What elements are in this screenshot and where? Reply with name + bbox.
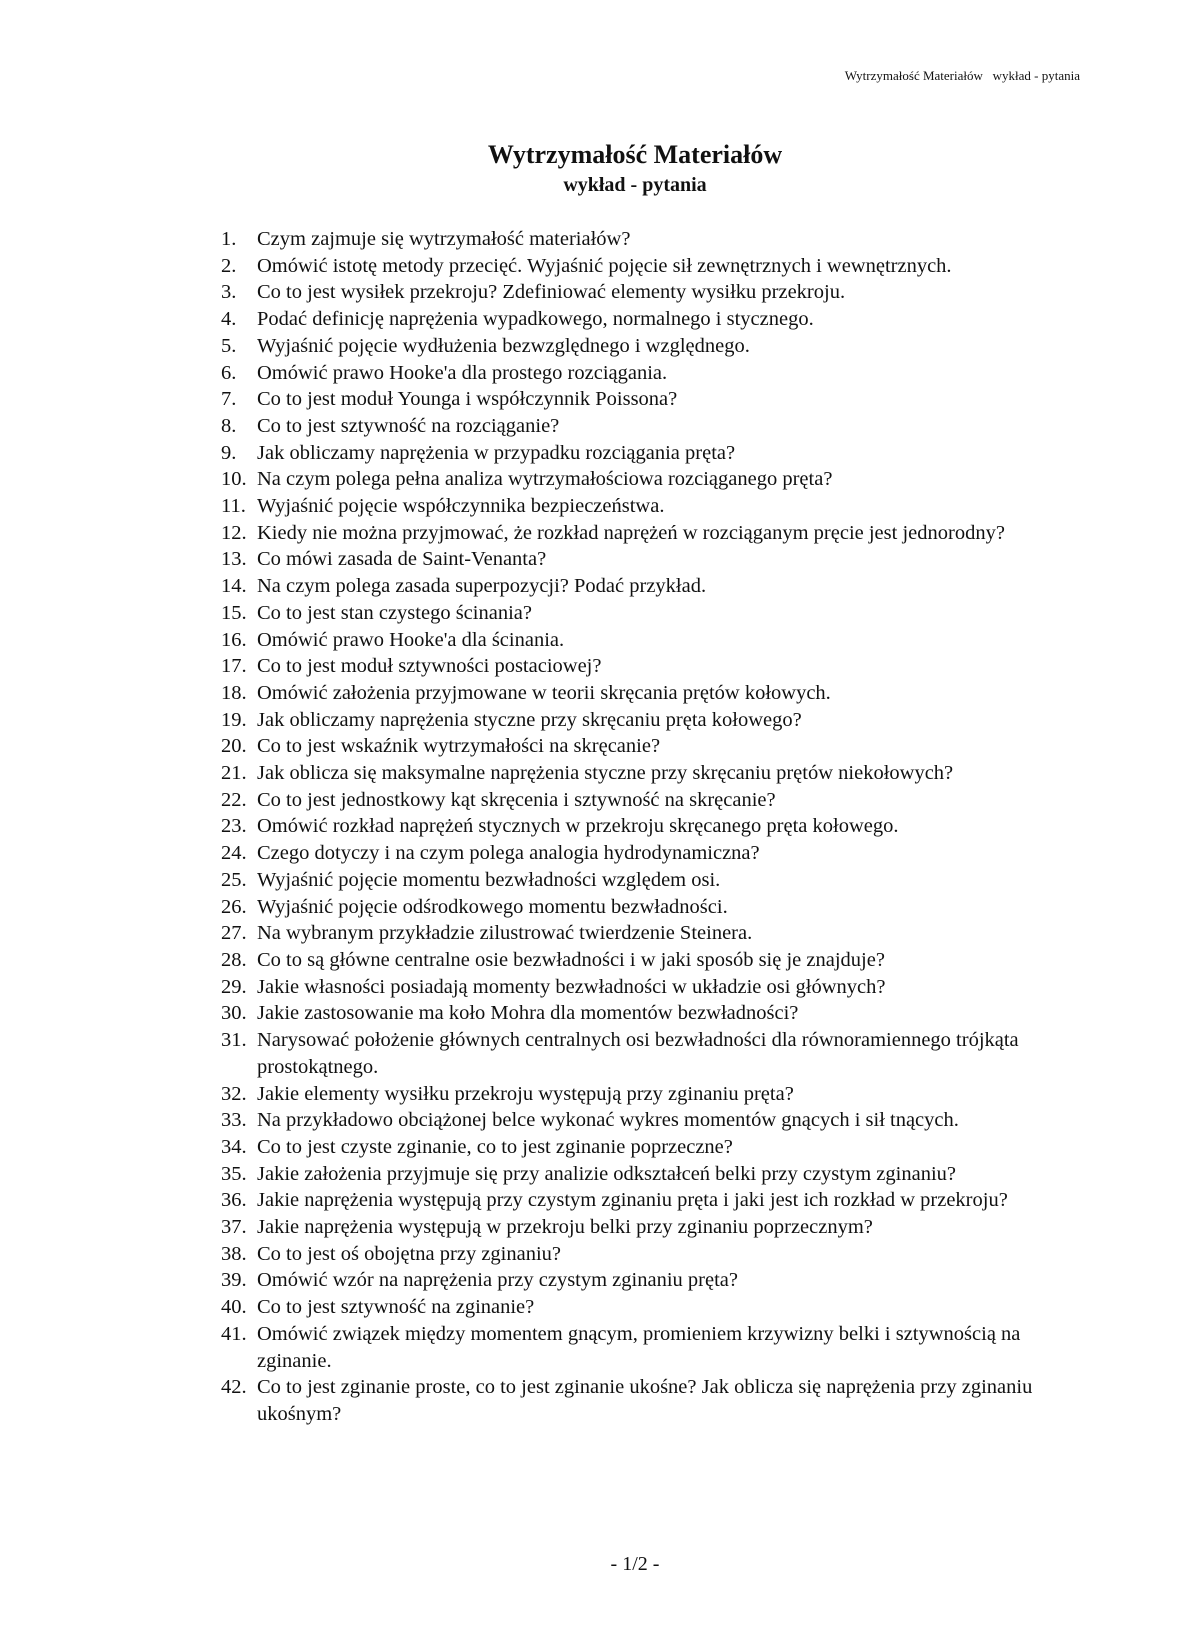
question-item xyxy=(221,867,1081,894)
question-item xyxy=(221,226,1081,253)
question-text: Jak oblicza się maksymalne naprężenia styczne przy skręcaniu prętów niekołowych? xyxy=(257,762,954,785)
question-text: Kiedy nie można przyjmować, że rozkład naprężeń w rozciąganym pręcie jest jednorodny? xyxy=(257,521,1005,544)
question-text: Na przykładowo obciążonej belce wykonać wykres momentów gnących i sił tnących. xyxy=(257,1109,959,1132)
question-number: 13. xyxy=(221,548,247,571)
question-number: 41. xyxy=(221,1322,247,1345)
question-list xyxy=(221,226,1081,1428)
question-text: Omówić założenia przyjmowane w teorii skręcania prętów kołowych. xyxy=(257,681,831,704)
question-number: 36. xyxy=(221,1189,247,1212)
question-number: 29. xyxy=(221,975,247,998)
question-number: 9. xyxy=(221,441,237,464)
question-number: 31. xyxy=(221,1029,247,1052)
question-number: 42. xyxy=(221,1376,247,1399)
question-item xyxy=(221,1321,1081,1374)
question-number: 3. xyxy=(221,281,237,304)
question-number: 14. xyxy=(221,575,247,598)
question-text: Jak obliczamy naprężenia styczne przy skręcaniu pręta kołowego? xyxy=(257,708,802,731)
question-text: Co to jest zginanie proste, co to jest zginanie ukośne? Jak oblicza się naprężenia przy zginaniu ukośnym? xyxy=(257,1376,1033,1425)
question-number: 1. xyxy=(221,228,237,250)
question-item xyxy=(221,546,1081,573)
question-text: Co to jest moduł sztywności postaciowej? xyxy=(257,655,602,678)
question-item xyxy=(221,947,1081,974)
question-item xyxy=(221,600,1081,627)
question-item xyxy=(221,1267,1081,1294)
question-text: Co to jest sztywność na zginanie? xyxy=(257,1296,535,1319)
question-number: 32. xyxy=(221,1082,247,1105)
question-text: Jakie elementy wysiłku przekroju występują przy zginaniu pręta? xyxy=(257,1082,794,1105)
question-text: Omówić prawo Hooke'a dla prostego rozciągania. xyxy=(257,361,668,384)
question-number: 4. xyxy=(221,308,237,331)
question-text: Wyjaśnić pojęcie współczynnika bezpieczeństwa. xyxy=(257,495,665,518)
question-item xyxy=(221,760,1081,787)
question-item xyxy=(221,1081,1081,1108)
question-number: 6. xyxy=(221,361,237,384)
question-text: Omówić związek między momentem gnącym, promieniem krzywizny belki i sztywnością na zginanie. xyxy=(257,1322,1021,1372)
question-text: Co mówi zasada de Saint-Venanta? xyxy=(257,548,547,571)
question-item xyxy=(221,653,1081,680)
question-text: Co to jest stan czystego ścinania? xyxy=(257,601,532,624)
question-number: 10. xyxy=(221,468,247,491)
question-number: 23. xyxy=(221,815,247,838)
question-number: 24. xyxy=(221,842,247,865)
question-number: 25. xyxy=(221,868,247,891)
question-number: 5. xyxy=(221,334,237,357)
question-number: 28. xyxy=(221,948,247,971)
question-item xyxy=(221,573,1081,600)
question-item xyxy=(221,1000,1081,1027)
question-item xyxy=(221,813,1081,840)
question-text: Co to są główne centralne osie bezwładności i w jaki sposób się je znajduje? xyxy=(257,948,885,971)
question-item xyxy=(221,1187,1081,1214)
question-text: Jakie własności posiadają momenty bezwładności w układzie osi głównych? xyxy=(257,975,886,998)
question-item xyxy=(221,894,1081,921)
question-number: 30. xyxy=(221,1002,247,1025)
question-item xyxy=(221,840,1081,867)
question-item xyxy=(221,733,1081,760)
question-text: Czego dotyczy i na czym polega analogia hydrodynamiczna? xyxy=(257,842,760,865)
question-item xyxy=(221,707,1081,734)
question-text: Omówić istotę metody przecięć. Wyjaśnić pojęcie sił zewnętrznych i wewnętrznych. xyxy=(257,254,952,277)
question-number: 22. xyxy=(221,788,247,811)
question-text: Co to jest oś obojętna przy zginaniu? xyxy=(257,1242,562,1265)
question-item xyxy=(221,1107,1081,1134)
question-item xyxy=(221,440,1081,467)
question-number: 40. xyxy=(221,1296,247,1319)
question-item xyxy=(221,1214,1081,1241)
question-item xyxy=(221,680,1081,707)
question-number: 38. xyxy=(221,1242,247,1265)
question-text: Co to jest czyste zginanie, co to jest zginanie poprzeczne? xyxy=(257,1135,733,1158)
page-number: - 1/2 - xyxy=(610,1553,660,1575)
question-text: Na czym polega zasada superpozycji? Podać przykład. xyxy=(257,575,707,598)
title-block xyxy=(0,139,1188,199)
question-number: 15. xyxy=(221,601,247,624)
question-item xyxy=(221,306,1081,333)
question-number: 11. xyxy=(221,495,246,518)
question-item xyxy=(221,493,1081,520)
document-title: Wytrzymałość Materiałów xyxy=(487,140,783,169)
question-item xyxy=(221,413,1081,440)
question-number: 19. xyxy=(221,708,247,731)
question-item xyxy=(221,253,1081,280)
question-text: Omówić wzór na naprężenia przy czystym zginaniu pręta? xyxy=(257,1269,738,1292)
question-number: 35. xyxy=(221,1162,247,1185)
question-number: 37. xyxy=(221,1216,247,1239)
question-text: Jakie zastosowanie ma koło Mohra dla momentów bezwładności? xyxy=(257,1002,799,1025)
question-number: 16. xyxy=(221,628,247,651)
question-number: 7. xyxy=(221,388,237,411)
question-item xyxy=(221,1027,1081,1080)
question-item xyxy=(221,1294,1081,1321)
question-text: Co to jest jednostkowy kąt skręcenia i sztywność na skręcanie? xyxy=(257,788,776,811)
question-text: Czym zajmuje się wytrzymałość materiałów? xyxy=(257,228,631,250)
question-item xyxy=(221,279,1081,306)
question-item xyxy=(221,627,1081,654)
question-item xyxy=(221,333,1081,360)
question-number: 20. xyxy=(221,735,247,758)
question-text: Co to jest wysiłek przekroju? Zdefiniować elementy wysiłku przekroju. xyxy=(257,281,846,304)
question-number: 18. xyxy=(221,681,247,704)
question-text: Podać definicję naprężenia wypadkowego, normalnego i stycznego. xyxy=(257,308,814,331)
question-item xyxy=(221,974,1081,1001)
question-text: Na czym polega pełna analiza wytrzymałościowa rozciąganego pręta? xyxy=(257,468,833,491)
question-item xyxy=(221,386,1081,413)
question-text: Narysować położenie głównych centralnych osi bezwładności dla równoramiennego trójkąta prostokątnego. xyxy=(257,1029,1019,1078)
question-text: Na wybranym przykładzie zilustrować twierdzenie Steinera. xyxy=(257,922,753,945)
question-text: Omówić prawo Hooke'a dla ścinania. xyxy=(257,628,565,651)
running-header: Wytrzymałość Materiałów wykład - pytania xyxy=(844,68,1080,83)
document-subtitle: wykład - pytania xyxy=(563,174,707,196)
question-number: 33. xyxy=(221,1109,247,1132)
question-text: Co to jest moduł Younga i współczynnik Poissona? xyxy=(257,388,678,411)
question-item xyxy=(221,466,1081,493)
question-number: 8. xyxy=(221,414,237,437)
question-number: 12. xyxy=(221,521,247,544)
question-item xyxy=(221,1241,1081,1268)
question-item xyxy=(221,1374,1081,1427)
question-number: 21. xyxy=(221,762,247,785)
question-text: Jak obliczamy naprężenia w przypadku rozciągania pręta? xyxy=(257,441,736,464)
question-item xyxy=(221,1161,1081,1188)
question-text: Wyjaśnić pojęcie wydłużenia bezwzględnego i względnego. xyxy=(257,334,750,357)
question-item xyxy=(221,360,1081,387)
question-text: Jakie naprężenia występują przy czystym zginaniu pręta i jaki jest ich rozkład w przekroju? xyxy=(257,1189,1008,1212)
question-item xyxy=(221,787,1081,814)
question-item xyxy=(221,1134,1081,1161)
question-item xyxy=(221,920,1081,947)
question-number: 26. xyxy=(221,895,247,918)
question-item xyxy=(221,520,1081,547)
question-text: Omówić rozkład naprężeń stycznych w przekroju skręcanego pręta kołowego. xyxy=(257,815,899,838)
question-text: Wyjaśnić pojęcie momentu bezwładności względem osi. xyxy=(257,868,721,891)
question-number: 17. xyxy=(221,655,247,678)
question-number: 27. xyxy=(221,922,247,945)
question-number: 2. xyxy=(221,254,237,277)
question-text: Co to jest wskaźnik wytrzymałości na skręcanie? xyxy=(257,735,661,758)
question-text: Jakie założenia przyjmuje się przy analizie odkształceń belki przy czystym zginaniu? xyxy=(257,1162,956,1185)
question-text: Jakie naprężenia występują w przekroju belki przy zginaniu poprzecznym? xyxy=(257,1216,873,1239)
question-number: 39. xyxy=(221,1269,247,1292)
question-text: Co to jest sztywność na rozciąganie? xyxy=(257,414,560,437)
question-number: 34. xyxy=(221,1135,247,1158)
question-text: Wyjaśnić pojęcie odśrodkowego momentu bezwładności. xyxy=(257,895,728,918)
